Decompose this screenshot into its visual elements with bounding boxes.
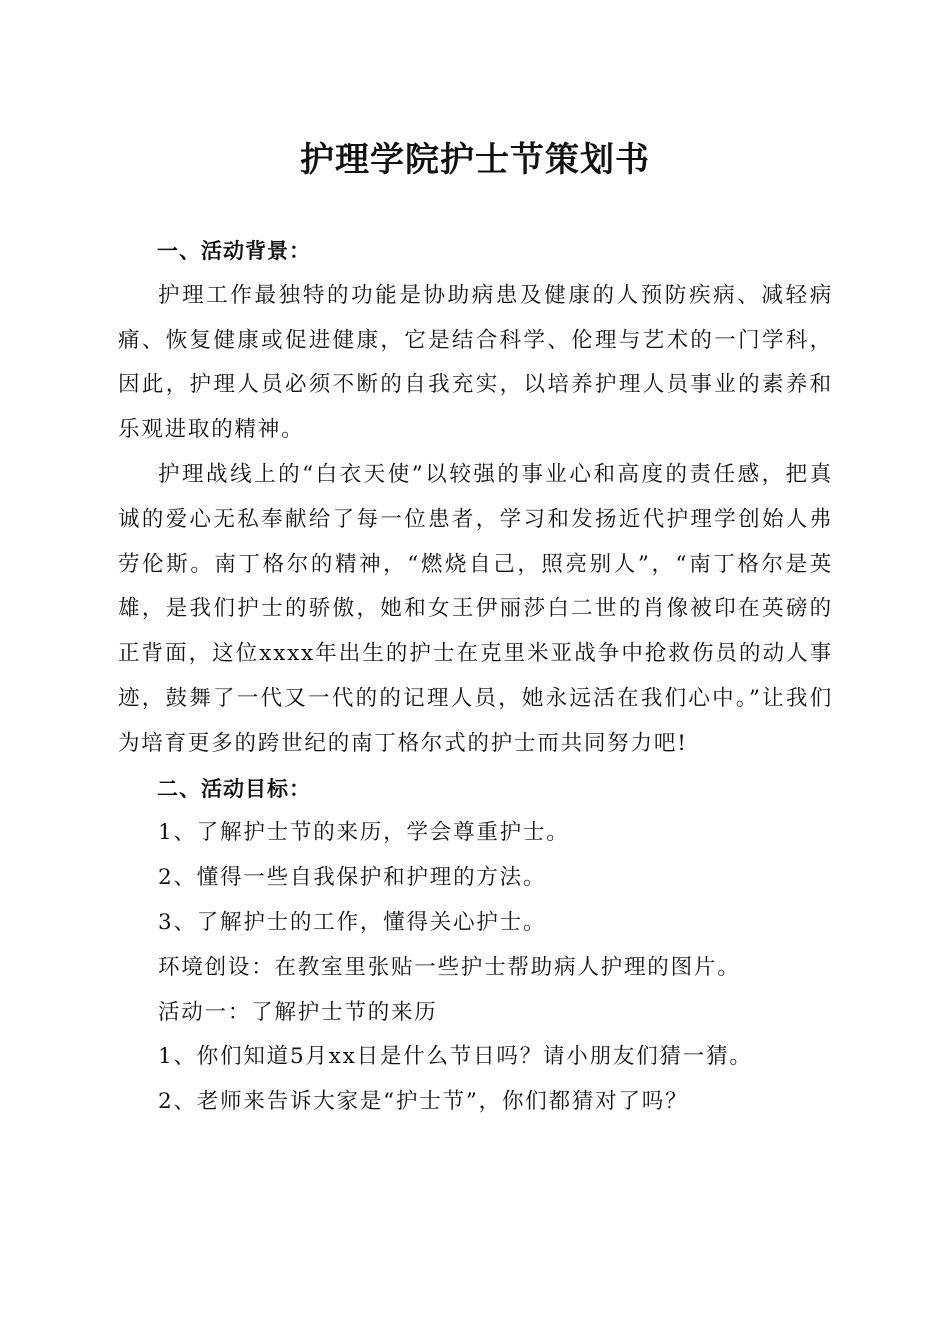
section-heading-background: 一、活动背景：	[157, 239, 311, 263]
goal-item-1: 1、了解护士节的来历，学会尊重护士。	[158, 820, 570, 846]
activity-step-2: 2、老师来告诉大家是“护士节”，你们都猜对了吗？	[158, 1089, 689, 1115]
goal-item-3: 3、了解护士的工作，懂得关心护士。	[158, 909, 547, 935]
section-heading-goals: 二、活动目标：	[157, 776, 311, 801]
activity-one-title: 活动一：了解护士节的来历	[158, 999, 438, 1025]
document-title: 护理学院护士节策划书	[300, 140, 650, 180]
activity-step-1: 1、你们知道5月xx日是什么节日吗？请小朋友们猜一猜。	[158, 1044, 753, 1070]
document-body	[118, 229, 833, 1125]
goal-item-2: 2、懂得一些自我保护和护理的方法。	[158, 865, 547, 891]
background-paragraph-2: 护理战线上的“白衣天使”以较强的事业心和高度的责任感，把真诚的爱心无私奉献给了每一位患者，学习和发扬近代护理学创始人弗劳伦斯。南丁格尔的精神，“燃烧自己，照亮别人”，“南丁格尔是英雄，是我们护士的骄傲，她和女王伊丽莎白二世的肖像被印在英磅的正背面，这位xxxx年出生的护士在克里米亚战争中抢救伤员的动人事迹，鼓舞了一代又一代的的记理人员，她永远活在我们心中。”让我们为培育更多的跨世纪的南丁格尔式的护士而共同努力吧!	[118, 461, 833, 756]
environment-setup-line: 环境创设：在教室里张贴一些护士帮助病人护理的图片。	[158, 954, 741, 980]
background-paragraph-1: 护理工作最独特的功能是协助病患及健康的人预防疾病、减轻病痛、恢复健康或促进健康，它是结合科学、伦理与艺术的一门学科，因此，护理人员必须不断的自我充实，以培养护理人员事业的素养和乐观进取的精神。	[118, 282, 833, 443]
